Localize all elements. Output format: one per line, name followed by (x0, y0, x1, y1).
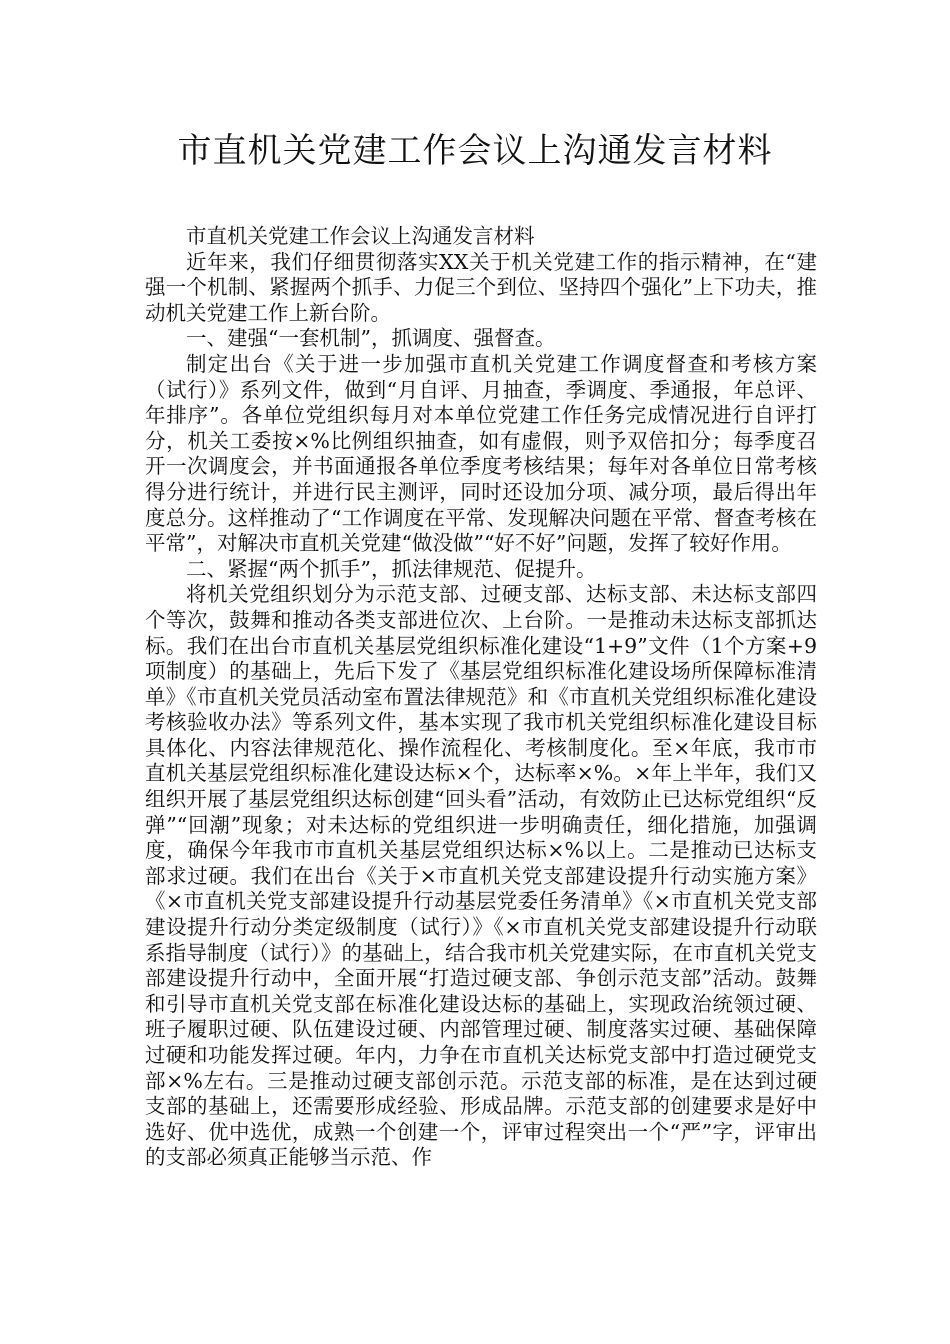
paragraph-section-1: 制定出台《关于进一步加强市直机关党建工作调度督查和考核方案（试行）》系列文件，做到“月自评、月抽查，季调度、季通报，年总评、年排序”。各单位党组织每月对本单位党建工作任务完成情况进行自评打分，机关工委按×%比例组织抽查，如有虚假，则予双倍扣分；每季度召开一次调度会，并书面通报各单位季度考核结果；每年对各单位日常考核得分进行统计，并进行民主测评，同时还设加分项、减分项，最后得出年度总分。这样推动了“工作调度在平常、发现解决问题在平常、督查考核在平常”，对解决市直机关党建“做没做”“好不好”问题，发挥了较好作用。 (145, 351, 817, 556)
document-body (145, 224, 817, 1171)
document-title: 市直机关党建工作会议上沟通发言材料 (177, 131, 773, 171)
section-heading-2: 二、紧握“两个抓手”，抓法律规范、促提升。 (186, 556, 597, 581)
section-heading-1: 一、建强“一套机制”，抓调度、强督查。 (186, 326, 556, 351)
paragraph-subtitle: 市直机关党建工作会议上沟通发言材料 (186, 224, 535, 248)
paragraph-intro: 近年来，我们仔细贯彻落实XX关于机关党建工作的指示精神，在“建强一个机制、紧握两个抓手、力促三个到位、坚持四个强化”上下功夫，推动机关党建工作上新台阶。 (145, 249, 817, 325)
paragraph-section-2: 将机关党组织划分为示范支部、过硬支部、达标支部、未达标支部四个等次，鼓舞和推动各类支部进位次、上台阶。一是推动未达标支部抓达标。我们在出台市直机关基层党组织标准化建设“1+9”文件（1个方案+9项制度）的基础上，先后下发了《基层党组织标准化建设场所保障标准清单》《市直机关党员活动室布置法律规范》和《市直机关党组织标准化建设考核验收办法》等系列文件，基本实现了我市机关党组织标准化建设目标具体化、内容法律规范化、操作流程化、考核制度化。至×年底，我市市直机关基层党组织标准化建设达标×个，达标率×%。×年上半年，我们又组织开展了基层党组织达标创建“回头看”活动，有效防止已达标党组织“反弹”“回潮”现象；对未达标的党组织进一步明确责任，细化措施，加强调度，确保今年我市市直机关基层党组织达标×%以上。二是推动已达标支部求过硬。我们在出台《关于×市直机关党支部建设提升行动实施方案》《×市直机关党支部建设提升行动基层党委任务清单》《×市直机关党支部建设提升行动分类定级制度（试行）》《×市直机关党支部建设提升行动联系指导制度（试行）》的基础上，结合我市机关党建实际，在市直机关党支部建设提升行动中，全面开展“打造过硬支部、争创示范支部”活动。鼓舞和引导市直机关党支部在标准化建设达标的基础上，实现政治统领过硬、班子履职过硬、队伍建设过硬、内部管理过硬、制度落实过硬、基础保障过硬和功能发挥过硬。年内，力争在市直机关达标党支部中打造过硬党支部×%左右。三是推动过硬支部创示范。示范支部的标准，是在达到过硬支部的基础上，还需要形成经验、形成品牌。示范支部的创建要求是好中选好、优中选优，成熟一个创建一个，评审过程突出一个“严”字，评审出的支部必须真正能够当示范、作 (145, 582, 817, 1170)
